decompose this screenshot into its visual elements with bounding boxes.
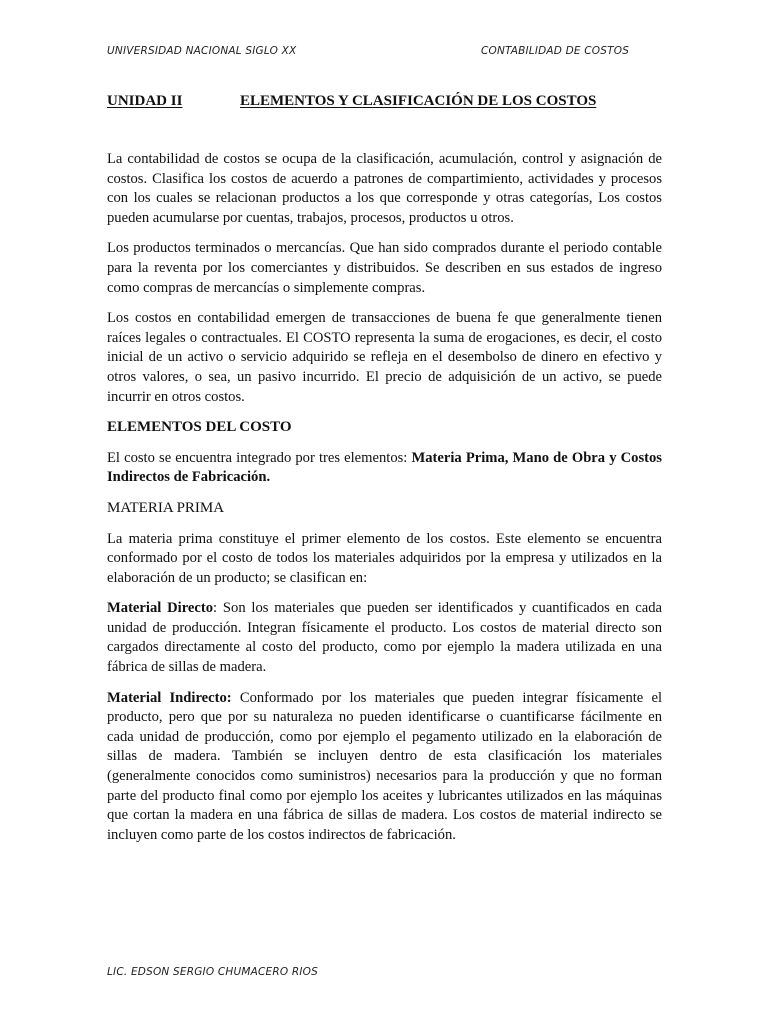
material-indirecto-text: Conformado por los materiales que pueden integrar físicamente el producto, pero que por su naturaleza no pueden identificarse o cuantificarse fácilmente en cada unidad de producción, como por ejemplo el pegamento utilizado en la elaboración de sillas de madera. También se incluyen dentro de esta clasificación los materiales (generalmente conocidos como suministros) necesarios para la producción y que no forman parte del producto final como por ejemplo los aceites y lubricantes utilizados en las máquinas que cortan la madera en una fábrica de sillas de madera. Los costos de material indirecto se incluyen como parte de los costos indirectos de fabricación. (107, 689, 662, 843)
footer-author: LIC. EDSON SERGIO CHUMACERO RIOS (107, 966, 318, 978)
elementos-intro-text: El costo se encuentra integrado por tres elementos: (107, 449, 412, 466)
unit-label: UNIDAD II (107, 93, 183, 109)
paragraph-materia-prima: La materia prima constituye el primer elemento de los costos. Este elemento se encuentra conformado por el costo de todos los materiales adquiridos por la empresa y utilizados en la elaboración de un producto; se clasifican en: (107, 530, 662, 586)
material-directo-label: Material Directo (107, 600, 214, 617)
header-university: UNIVERSIDAD NACIONAL SIGLO XX (107, 45, 297, 57)
paragraph-costs: Los costos en contabilidad emergen de transacciones de buena fe que generalmente tienen raíces legales o contractuales. El COSTO representa la suma de erogaciones, es decir, el costo inicial de un activo o servicio adquirido se refleja en el desembolso de dinero en efectivo y otros valores, o sea, un pasivo incurrido. El precio de adquisición de un activo, se puede incurrir en otros costos. (107, 310, 662, 405)
material-indirecto-label: Material Indirecto: (107, 689, 232, 706)
paragraph-material-indirecto (107, 689, 662, 846)
paragraph-material-directo (107, 599, 662, 677)
unit-title: ELEMENTOS Y CLASIFICACIÓN DE LOS COSTOS (240, 93, 597, 109)
subheading-materia-prima: MATERIA PRIMA (107, 499, 225, 516)
paragraph-elementos (107, 449, 662, 488)
paragraph-intro: La contabilidad de costos se ocupa de la clasificación, acumulación, control y asignación de costos. Clasifica los costos de acuerdo a patrones de compartimiento, actividades y procesos con los cuales se relacionan productos a los que corresponde y otras categorías, Los costos pueden acumularse por cuentas, trabajos, procesos, productos u otros. (107, 151, 662, 226)
header-course: CONTABILIDAD DE COSTOS (481, 45, 630, 57)
material-directo-text: : Son los materiales que pueden ser identificados y cuantificados en cada unidad de producción. Integran físicamente el producto. Los costos de material directo son cargados directamente al costo del producto, como por ejemplo la madera utilizada en una fábrica de sillas de madera. (107, 600, 662, 676)
elementos-list-bold: Materia Prima, Mano de Obra y Costos Indirectos de Fabricación. (107, 449, 662, 486)
paragraph-products: Los productos terminados o mercancías. Que han sido comprados durante el periodo contable para la reventa por los comerciantes y distribuidos. Se describen en sus estados de ingreso como compras de mercancías o simplemente compras. (107, 240, 662, 296)
section-heading-elementos: ELEMENTOS DEL COSTO (107, 419, 292, 436)
document-body (107, 150, 662, 856)
